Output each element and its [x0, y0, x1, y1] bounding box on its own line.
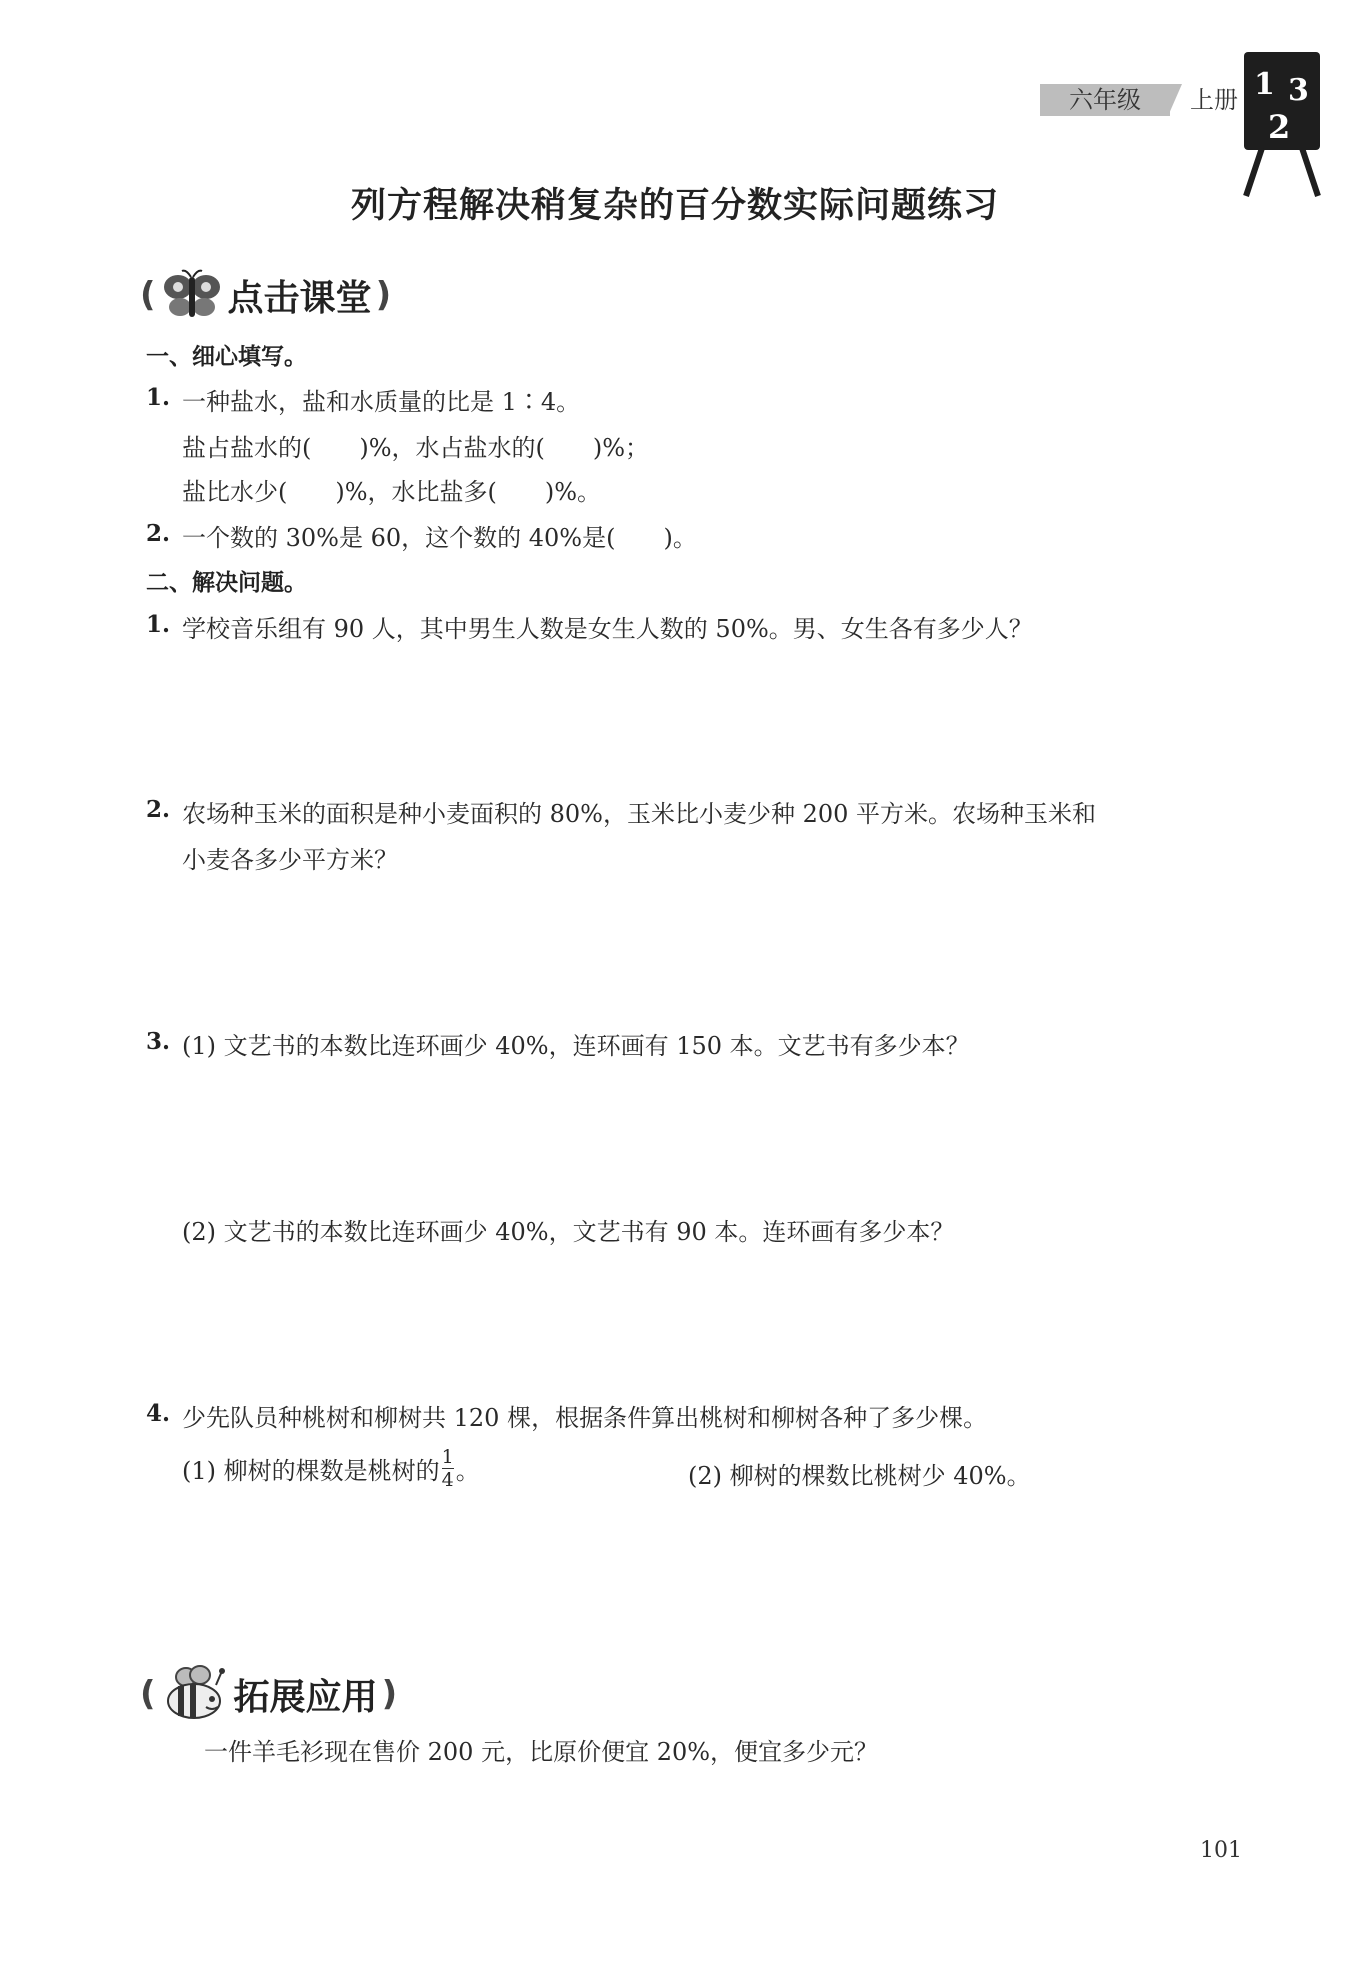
p2-q4-sub2: (2) 柳树的棵数比桃树少 40%。 [688, 1462, 1031, 1490]
right-bracket-icon: ) [375, 275, 392, 315]
q1-number: 1. [146, 384, 171, 411]
p2-q3-number: 3. [146, 1028, 171, 1055]
p2-q3-part1: (1) 文艺书的本数比连环画少 40%，连环画有 150 本。文艺书有多少本？ [182, 1032, 970, 1060]
section-banner-classroom [140, 265, 391, 325]
left-bracket-icon: ( [140, 1674, 156, 1714]
p2-q4-text: 少先队员种桃树和柳树共 120 棵，根据条件算出桃树和柳树各种了多少棵。 [182, 1404, 988, 1432]
p2-q2-line1: 农场种玉米的面积是种小麦面积的 80%，玉米比小麦少种 200 平方米。农场种玉米和 [182, 800, 1097, 828]
q1-line3: 盐比水少( )%，水比盐多( )%。 [182, 478, 602, 506]
bee-icon [160, 1665, 230, 1723]
page-title: 列方程解决稍复杂的百分数实际问题练习 [350, 186, 999, 226]
section-banner-title: 点击课堂 [227, 277, 372, 319]
part2-heading: 二、解决问题。 [146, 570, 307, 596]
fraction-numerator: 1 [441, 1446, 454, 1468]
p2-q4-sub1-prefix: (1) 柳树的棵数是桃树的 [182, 1457, 440, 1485]
p2-q3-part2: (2) 文艺书的本数比连环画少 40%，文艺书有 90 本。连环画有多少本？ [182, 1218, 955, 1246]
logo-digit-3: 3 [1288, 73, 1309, 108]
right-bracket-icon: ) [381, 1674, 398, 1714]
fraction [442, 1446, 454, 1491]
p2-q4-sub1-suffix: 。 [455, 1457, 480, 1485]
p2-q2-number: 2. [146, 796, 171, 823]
p2-q1-number: 1. [146, 611, 171, 638]
section-banner-title: 拓展应用 [233, 1676, 378, 1718]
q2-text: 一个数的 30%是 60，这个数的 40%是( )。 [182, 524, 697, 552]
blackboard-logo-icon [1240, 48, 1324, 198]
p2-q1-text: 学校音乐组有 90 人，其中男生人数是女生人数的 50%。男、女生各有多少人？ [182, 615, 1033, 643]
p2-q4-sub1 [182, 1446, 480, 1491]
volume-label: 上册 [1190, 86, 1238, 114]
q1-line2: 盐占盐水的( )%，水占盐水的( )%； [182, 434, 650, 462]
part1-heading: 一、细心填写。 [146, 344, 307, 370]
p2-q2-line2: 小麦各多少平方米？ [182, 846, 398, 874]
grade-label: 六年级 [1040, 84, 1170, 116]
logo-digit-1: 1 [1254, 67, 1275, 102]
page-number: 101 [1200, 1838, 1242, 1863]
p2-q4-number: 4. [146, 1400, 171, 1427]
left-bracket-icon: ( [140, 275, 156, 315]
section-banner-extension [140, 1664, 397, 1724]
fraction-denominator: 4 [441, 1469, 454, 1491]
extension-question: 一件羊毛衫现在售价 200 元，比原价便宜 20%，便宜多少元？ [204, 1738, 879, 1766]
q1-line1: 一种盐水，盐和水质量的比是 1∶4。 [182, 388, 581, 416]
logo-digit-2: 2 [1268, 108, 1291, 146]
q2-number: 2. [146, 520, 171, 547]
butterfly-icon [160, 267, 224, 323]
tag-arrow-icon [1168, 84, 1182, 116]
